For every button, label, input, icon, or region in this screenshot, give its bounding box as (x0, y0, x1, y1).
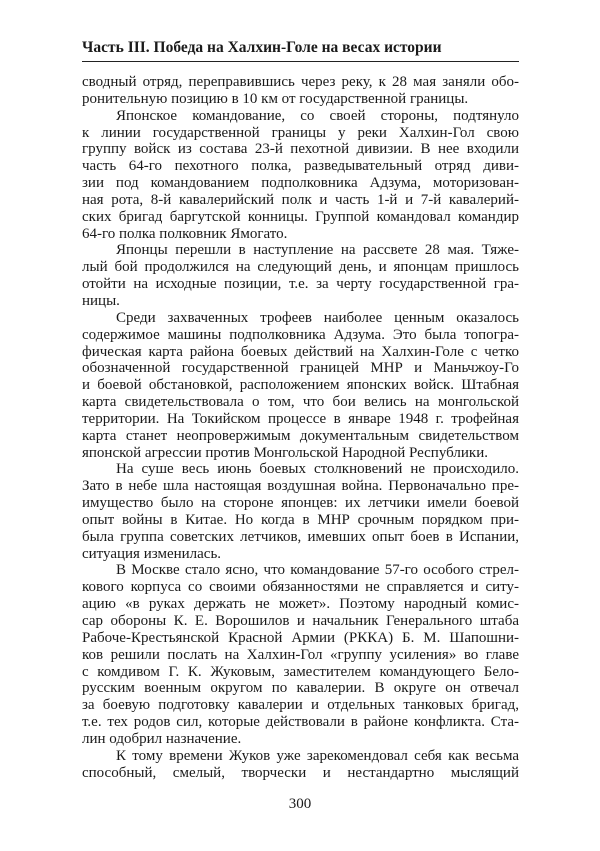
paragraph (82, 562, 519, 747)
text-line: фическая карта района боевых действий на Халхин-Голе с четко (82, 343, 519, 360)
text-line: Японцы перешли в наступление на рассвете 28 мая. Тяже- (116, 242, 519, 259)
text-line: Японское командование, со своей стороны, подтянуло (116, 107, 519, 124)
paragraph (82, 242, 519, 309)
header-rule (82, 61, 519, 62)
text-line: лин одобрил назначение. (82, 730, 242, 747)
text-line: была группа советских летчиков, имевших опыт боев в Испании, (82, 528, 519, 545)
text-line: содержимое машины подполковника Адзума. Это была топогра- (82, 326, 519, 343)
text-line: ная рота, 8-й кавалерийский полк и часть 1-й и 7-й кавалерий- (82, 191, 519, 208)
text-line: карта станет неопровержимым документальным свидетельством (82, 427, 519, 444)
text-line: К тому времени Жуков уже зарекомендовал себя как весьма (116, 747, 519, 764)
text-line: за боевую подготовку кавалерии и отдельных танковых бригад, (82, 697, 519, 714)
paragraph (82, 461, 519, 562)
text-line: ницы. (82, 292, 120, 309)
text-line: территории. На Токийском процессе в январе 1948 г. трофейная (82, 410, 519, 427)
running-header: Часть III. Победа на Халхин-Голе на весах истории (82, 39, 442, 56)
text-line: и боевой обстановкой, расположением японских войск. Штабная (82, 377, 519, 394)
text-line: ацию «в руках держать не может». Поэтому народный комис- (82, 596, 519, 613)
text-line: ронительную позицию в 10 км от государственной границы. (82, 90, 469, 107)
text-line: зии под командованием подполковника Адзума, моторизован- (82, 175, 519, 192)
text-line: русским военным округом по кавалерии. В округе он отвечал (82, 680, 519, 697)
paragraph (82, 108, 519, 243)
text-line: ских бригад баргутской конницы. Группой командовал командир (82, 208, 519, 225)
text-line: т.е. тех родов сил, которые действовали в районе конфликта. Ста- (82, 714, 519, 731)
text-line: На суше весь июнь боевых столкновений не происходило. (116, 461, 519, 478)
text-line: группу войск из состава 23-й пехотной дивизии. В нее входили (82, 141, 519, 158)
text-line: с комдивом Г. К. Жуковым, заместителем командующего Бело- (82, 663, 519, 680)
page-number: 300 (288, 796, 312, 812)
text-line: ков решили послать на Халхин-Гол «группу усиления» во главе (82, 646, 519, 663)
text-line: Среди захваченных трофеев наиболее ценным оказалось (116, 309, 519, 326)
text-line: японской агрессии против Монгольской Народной Республики. (82, 444, 488, 461)
paragraph (82, 748, 519, 782)
text-line: кового корпуса со своими обязанностями не справляется и ситу- (82, 579, 519, 596)
text-line: Рабоче-Крестьянской Красной Армии (РККА) Б. М. Шапошни- (82, 629, 519, 646)
text-line: к линии государственной границы у реки Халхин-Гол свою (82, 124, 519, 141)
paragraph (82, 310, 519, 462)
text-line: сар обороны К. Е. Ворошилов и начальник Генерального штаба (82, 613, 519, 629)
paragraph (82, 74, 519, 108)
text-line: имущество было на стороне японцев: их летчики имели боевой (82, 495, 519, 512)
text-line: опыт войны в Китае. Но когда в МНР срочным порядком при- (82, 511, 519, 528)
text-line: В Москве стало ясно, что командование 57-го особого стрел- (116, 562, 519, 579)
text-line: ситуация изменилась. (82, 545, 222, 562)
text-line: обозначенной государственной границей МНР и Маньчжоу-Го (82, 360, 519, 377)
text-line: карта свидетельствовала о том, что бои велись на монгольской (82, 394, 519, 411)
text-line: 64-го полка полковник Ямогато. (82, 225, 288, 242)
text-line: способный, смелый, творчески и нестандартно мыслящий (82, 764, 519, 781)
text-line: часть 64-го пехотного полка, разведывательный отряд диви- (82, 158, 519, 175)
text-line: Зато в небе шла настоящая воздушная война. Первоначально пре- (82, 478, 519, 495)
text-line: сводный отряд, переправившись через реку, к 28 мая заняли обо- (82, 74, 519, 90)
text-line: лый бой продолжился на следующий день, и японцам пришлось (82, 259, 519, 276)
page-body (82, 74, 519, 781)
text-line: отойти на исходные позиции, т.е. за черту государственной гра- (82, 276, 519, 293)
